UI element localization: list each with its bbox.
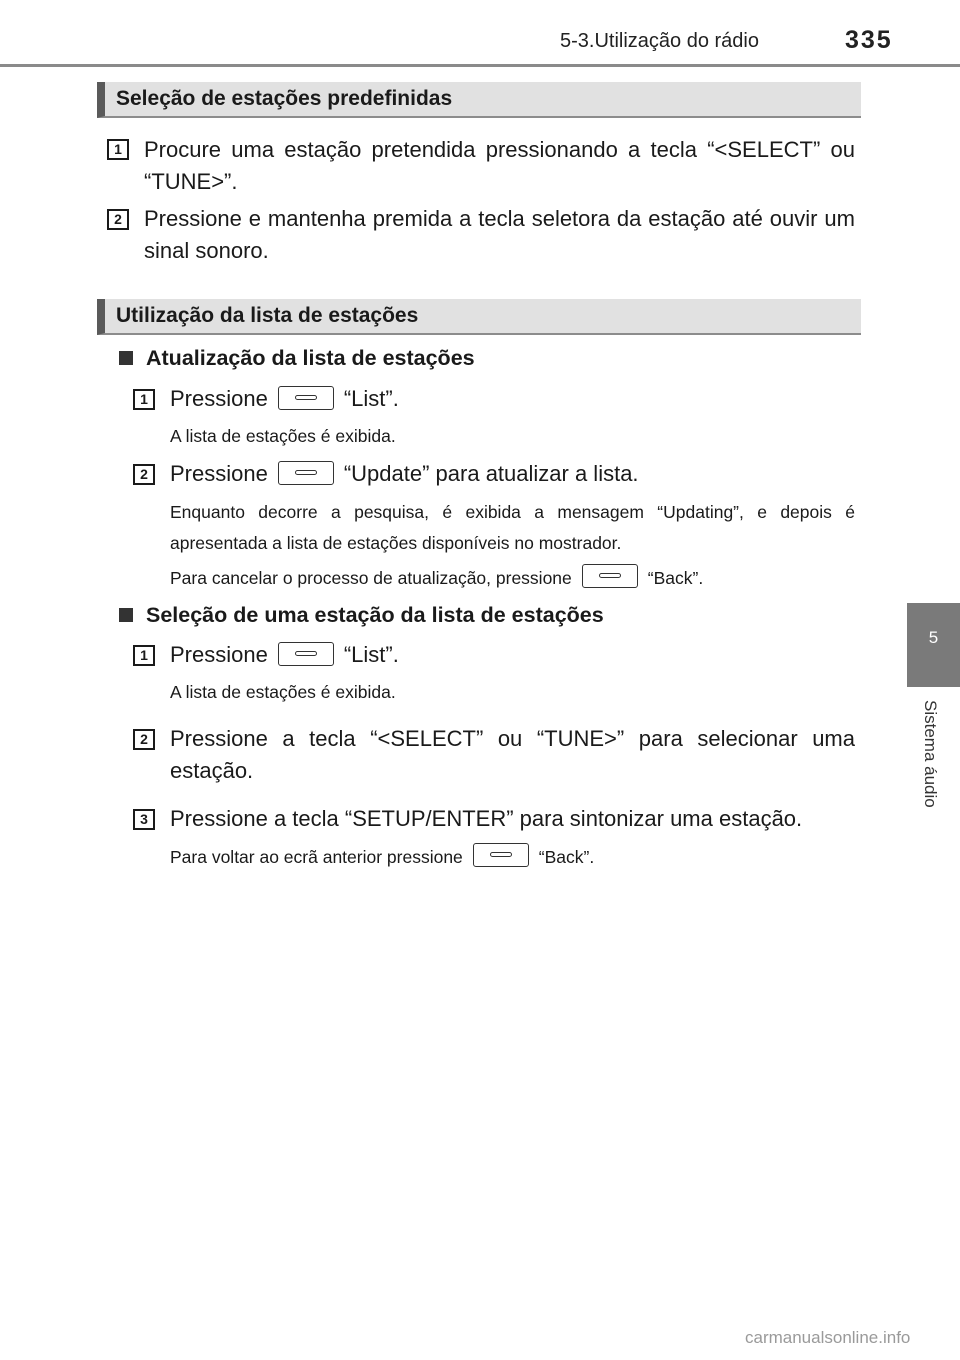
- screen-button-icon: [582, 564, 638, 588]
- step-number-badge: 2: [133, 729, 155, 750]
- step-number-badge: 1: [133, 645, 155, 666]
- subsection-heading-text: Seleção de uma estação da lista de estações: [146, 603, 604, 627]
- subsection-heading-update: [119, 346, 475, 371]
- chapter-number: 5: [928, 628, 939, 647]
- step-text: Pressione “List”.: [170, 642, 399, 667]
- header-rule: [0, 64, 960, 67]
- step-text: Procure uma estação pretendida pressionando a tecla “<SELECT” ou “TUNE>”.: [144, 137, 855, 194]
- step-number-badge: 3: [133, 809, 155, 830]
- step-number-badge: 1: [133, 389, 155, 410]
- square-bullet-icon: [119, 351, 133, 365]
- step-text: Pressione e mantenha premida a tecla seletora da estação até ouvir um sinal sonoro.: [144, 206, 855, 263]
- step-text: Pressione “Update” para atualizar a lista.: [170, 461, 639, 486]
- page-number: 335: [845, 26, 893, 54]
- step-number-badge: 2: [107, 209, 129, 230]
- square-bullet-icon: [119, 608, 133, 622]
- section-heading-station-list: [97, 299, 861, 335]
- step-text: Pressione a tecla “<SELECT” ou “TUNE>” para selecionar uma estação.: [170, 726, 855, 783]
- section-header: 5-3.Utilização do rádio: [560, 30, 759, 52]
- section-heading-presets: [97, 82, 861, 118]
- screen-button-icon: [278, 461, 334, 485]
- watermark: carmanualsonline.info: [745, 1328, 911, 1347]
- step-number-badge: 1: [107, 139, 129, 160]
- step-text: Pressione “List”.: [170, 386, 399, 411]
- subsection-heading-select: [119, 603, 604, 628]
- section-heading-text: Utilização da lista de estações: [116, 304, 419, 327]
- screen-button-icon: [278, 386, 334, 410]
- screen-button-icon: [473, 843, 529, 867]
- step-note: A lista de estações é exibida.: [170, 426, 396, 446]
- step-note: Para voltar ao ecrã anterior pressione “Back”.: [170, 842, 594, 873]
- subsection-heading-text: Atualização da lista de estações: [146, 346, 475, 370]
- section-heading-text: Seleção de estações predefinidas: [116, 87, 453, 110]
- chapter-label: Sistema áudio: [921, 700, 940, 808]
- step-note: A lista de estações é exibida.: [170, 682, 396, 702]
- step-note: Para cancelar o processo de atualização, pressione “Back”.: [170, 563, 703, 594]
- step-number-badge: 2: [133, 464, 155, 485]
- screen-button-icon: [278, 642, 334, 666]
- step-text: Pressione a tecla “SETUP/ENTER” para sintonizar uma estação.: [170, 806, 803, 831]
- step-note: Enquanto decorre a pesquisa, é exibida a mensagem “Updating”, e depois é apresentada a lista de estações disponíveis no mostrador.: [170, 502, 855, 553]
